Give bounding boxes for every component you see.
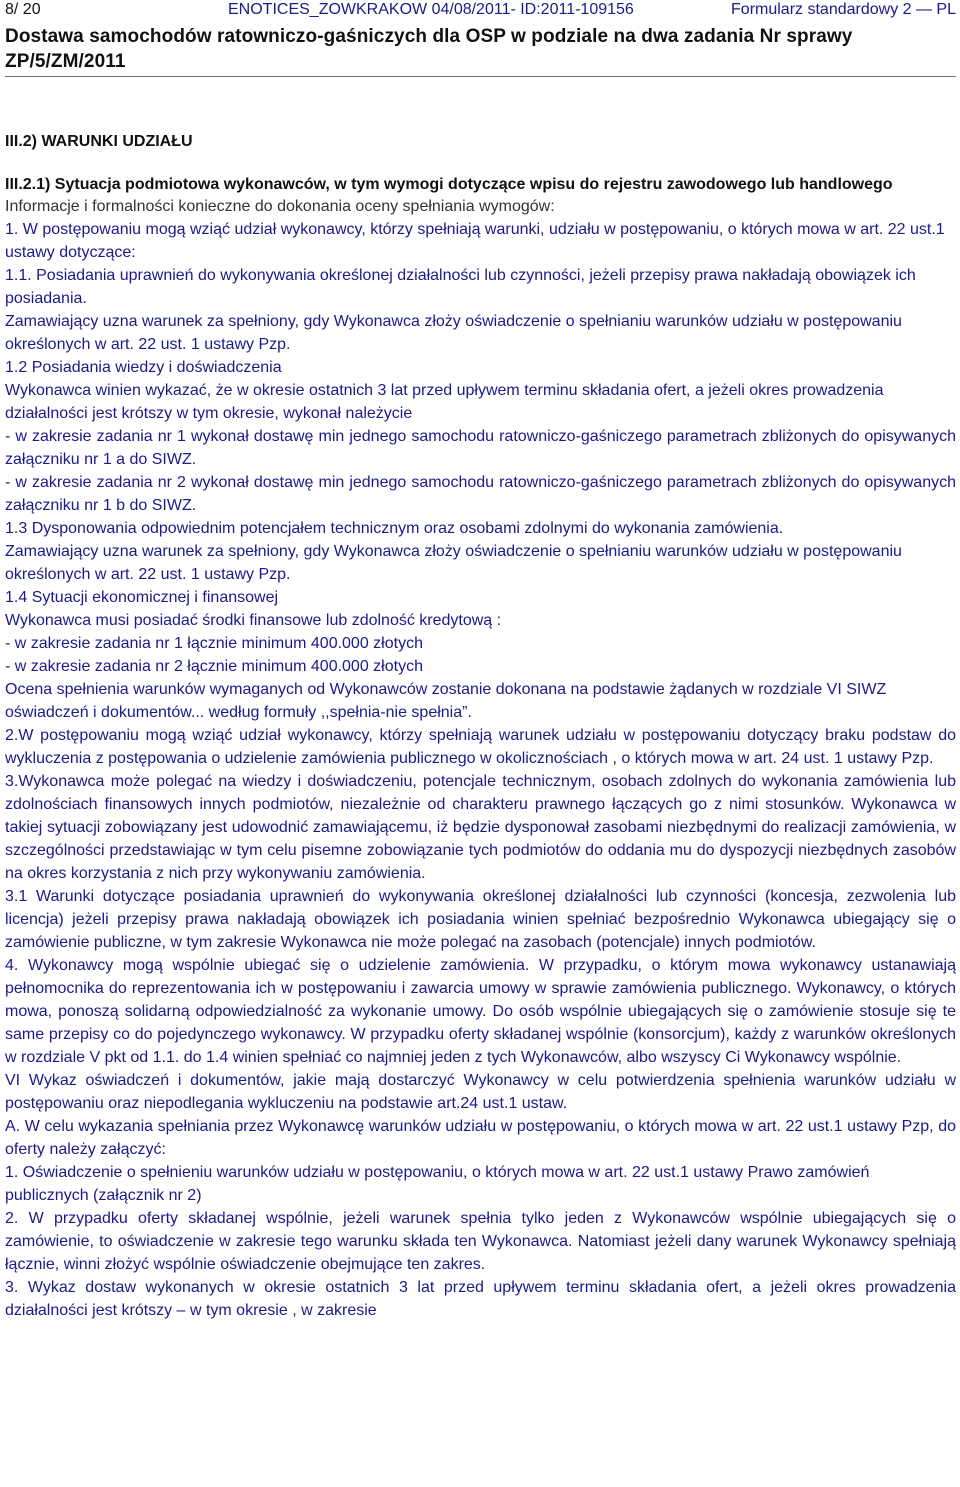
page-header <box>5 0 956 20</box>
paragraph: 4. Wykonawcy mogą wspólnie ubiegać się o udzielenie zamówienia. W przypadku, o którym mowa wykonawcy ustanawiają pełnomocnika do reprezentowania ich w postępowaniu i zawarcia umowy w sprawie zamówienia publicznego. Wykonawcy, o których mowa, ponoszą solidarną odpowiedzialność za wykonanie umowy. Do osób wspólnie ubiegających się o zamówienie stosuje się te same przepisy co do pojedynczego wykonawcy. W przypadku oferty składanej wspólnie (konsorcjum), każdy z warunków określonych w rozdziale V pkt od 1.1. do 1.4 winien spełniać co najmniej jeden z tych Wykonawców, albo wszyscy Ci Wykonawcy wspólnie. <box>5 957 956 1066</box>
paragraph: 2. W przypadku oferty składanej wspólnie, jeżeli warunek spełnia tylko jeden z Wykonawców wspólnie ubiegających się o zamówienie, to oświadczenie w zakresie tego warunku składa ten Wykonawca. Natomiast jeżeli dany warunek Wykonawcy spełniają łącznie, winni złożyć wspólnie oświadczenie obejmujące ten zakres. <box>5 1210 956 1273</box>
paragraph: A. W celu wykazania spełniania przez Wykonawcę warunków udziału w postępowaniu, o których mowa w art. 22 ust.1 ustawy Pzp, do oferty należy załączyć: <box>5 1118 956 1158</box>
form-name: Formularz standardowy 2 — PL <box>731 1 956 18</box>
document-title: Dostawa samochodów ratowniczo-gaśniczych dla OSP w podziale na dwa zadania Nr sprawy ZP/5/ZM/2011 <box>5 26 853 72</box>
paragraph: Zamawiający uzna warunek za spełniony, gdy Wykonawca złoży oświadczenie o spełnianiu warunków udziału w postępowaniu określonych w art. 22 ust. 1 ustawy Pzp. <box>5 543 902 583</box>
paragraph: - w zakresie zadania nr 1 łącznie minimum 400.000 złotych <box>5 635 423 652</box>
paragraph: VI Wykaz oświadczeń i dokumentów, jakie mają dostarczyć Wykonawcy w celu potwierdzenia spełnienia warunków udziału w postępowaniu oraz niepodlegania wykluczeniu na podstawie art.24 ust.1 ustaw. <box>5 1072 956 1112</box>
title-divider <box>5 76 956 77</box>
page-number: 8/ 20 <box>5 1 41 18</box>
paragraph: 3.Wykonawca może polegać na wiedzy i doświadczeniu, potencjale technicznym, osobach zdolnych do wykonania zamówienia lub zdolnościach finansowych innych podmiotów, niezależnie od charakteru prawnego łączących go z nimi stosunków. Wykonawca w takiej sytuacji zobowiązany jest udowodnić zamawiającemu, iż będzie dysponował zasobami niezbędnymi do realizacji zamówienia, w szczególności przedstawiając w tym celu pisemne zobowiązanie tych podmiotów do oddania mu do dyspozycji niezbędnych zasobów na okres korzystania z nich przy wykonywaniu zamówienia. <box>5 773 956 882</box>
paragraph: 1.4 Sytuacji ekonomicznej i finansowej <box>5 589 279 606</box>
paragraph: Zamawiający uzna warunek za spełniony, gdy Wykonawca złoży oświadczenie o spełnianiu warunków udziału w postępowaniu określonych w art. 22 ust. 1 ustawy Pzp. <box>5 313 902 353</box>
paragraph: Wykonawca musi posiadać środki finansowe lub zdolność kredytową : <box>5 612 502 629</box>
section-heading: III.2) WARUNKI UDZIAŁU <box>5 133 193 150</box>
subsection-heading: III.2.1) Sytuacja podmiotowa wykonawców, w tym wymogi dotyczące wpisu do rejestru zawodowego lub handlowego <box>5 176 893 193</box>
paragraph: Ocena spełnienia warunków wymaganych od Wykonawców zostanie dokonana na podstawie żądanych w rozdziale VI SIWZ oświadczeń i dokumentów... według formuły ,,spełnia-nie spełnia”. <box>5 681 887 721</box>
paragraph: 1. Oświadczenie o spełnieniu warunków udziału w postępowaniu, o których mowa w art. 22 ust.1 ustawy Prawo zamówień publicznych (załącznik nr 2) <box>5 1164 870 1204</box>
paragraph: 1.1. Posiadania uprawnień do wykonywania określonej działalności lub czynności, jeżeli przepisy prawa nakładają obowiązek ich posiadania. <box>5 267 916 307</box>
document-body <box>5 195 956 1322</box>
paragraph: - w zakresie zadania nr 1 wykonał dostawę min jednego samochodu ratowniczo-gaśniczego parametrach zbliżonych do opisywanych załączniku nr 1 a do SIWZ. <box>5 428 956 468</box>
paragraph: 1. W postępowaniu mogą wziąć udział wykonawcy, którzy spełniają warunki, udziału w postępowaniu, o których mowa w art. 22 ust.1 ustawy dotyczące: <box>5 221 945 261</box>
notice-id: ENOTICES_ZOWKRAKOW 04/08/2011- ID:2011-109156 <box>228 1 634 18</box>
paragraph: - w zakresie zadania nr 2 łącznie minimum 400.000 złotych <box>5 658 423 675</box>
paragraph: Wykonawca winien wykazać, że w okresie ostatnich 3 lat przed upływem terminu składania ofert, a jeżeli okres prowadzenia działalności jest krótszy w tym okresie, wykonał należycie <box>5 382 884 422</box>
paragraph: 1.3 Dysponowania odpowiednim potencjałem technicznym oraz osobami zdolnymi do wykonania zamówienia. <box>5 520 784 537</box>
paragraph: 2.W postępowaniu mogą wziąć udział wykonawcy, którzy spełniają warunek udziału w postępowaniu dotyczący braku podstaw do wykluczenia z postępowania o udzielenie zamówienia publicznego w okolicznościach , o których mowa w art. 24 ust. 1 ustawy Pzp. <box>5 727 956 767</box>
paragraph: - w zakresie zadania nr 2 wykonał dostawę min jednego samochodu ratowniczo-gaśniczego parametrach zbliżonych do opisywanych załączniku nr 1 b do SIWZ. <box>5 474 956 514</box>
paragraph: 3.1 Warunki dotyczące posiadania uprawnień do wykonywania określonej działalności lub czynności (koncesja, zezwolenia lub licencja) jeżeli przepisy prawa nakładają obowiązek ich posiadania winien spełniać bezpośrednio Wykonawca ubiegający się o zamówienie publiczne, w tym zakresie Wykonawca nie może polegać na zasobach (potencjale) innych podmiotów. <box>5 888 956 951</box>
paragraph: 1.2 Posiadania wiedzy i doświadczenia <box>5 359 282 376</box>
paragraph: 3. Wykaz dostaw wykonanych w okresie ostatnich 3 lat przed upływem terminu składania ofert, a jeżeli okres prowadzenia działalności jest krótszy – w tym okresie , w zakresie <box>5 1279 956 1319</box>
paragraph: Informacje i formalności konieczne do dokonania oceny spełniania wymogów: <box>5 198 555 215</box>
